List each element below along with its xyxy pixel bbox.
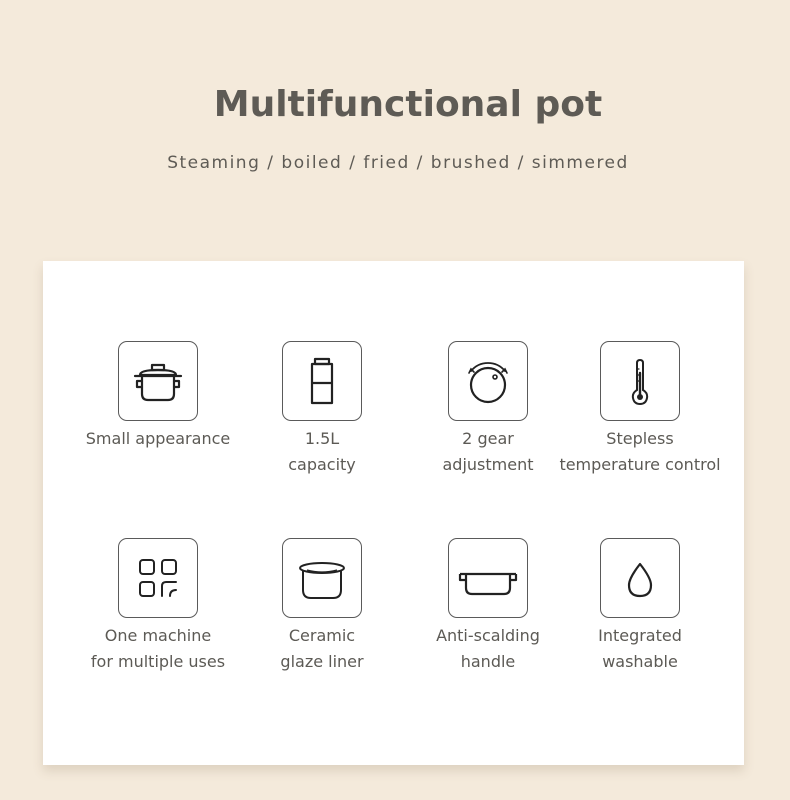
page-subtitle: Steaming / boiled / fried / brushed / simmered bbox=[167, 153, 629, 173]
feature-label: Stepless temperature control bbox=[559, 429, 721, 474]
grid-apps-icon bbox=[126, 546, 190, 610]
feature-label: Ceramic glaze liner bbox=[280, 626, 364, 671]
feature-anti-scalding-handle bbox=[403, 538, 573, 675]
feature-temperature-control bbox=[555, 341, 725, 478]
feature-icon-frame bbox=[600, 341, 680, 421]
feature-label: One machine for multiple uses bbox=[90, 626, 226, 671]
feature-ceramic-liner bbox=[237, 538, 407, 675]
page-title: Multifunctional pot bbox=[213, 84, 603, 125]
features-card bbox=[43, 261, 744, 765]
feature-label: Anti-scalding handle bbox=[436, 626, 540, 671]
feature-small-appearance bbox=[73, 341, 243, 452]
pan-handles-icon bbox=[456, 546, 520, 610]
feature-icon-frame bbox=[282, 341, 362, 421]
feature-label: 2 gear adjustment bbox=[442, 429, 534, 474]
feature-icon-frame bbox=[448, 538, 528, 618]
feature-label: 1.5L capacity bbox=[288, 429, 356, 474]
liner-bowl-icon bbox=[290, 546, 354, 610]
pot-icon bbox=[126, 349, 190, 413]
feature-washable bbox=[555, 538, 725, 675]
feature-icon-frame bbox=[448, 341, 528, 421]
feature-icon-frame bbox=[600, 538, 680, 618]
knob-icon bbox=[456, 349, 520, 413]
feature-icon-frame bbox=[118, 538, 198, 618]
feature-icon-frame bbox=[118, 341, 198, 421]
thermometer-icon bbox=[608, 349, 672, 413]
feature-label: Integrated washable bbox=[598, 626, 682, 671]
feature-gear-adjustment bbox=[403, 341, 573, 478]
feature-capacity bbox=[237, 341, 407, 478]
feature-multiple-uses bbox=[73, 538, 243, 675]
water-drop-icon bbox=[608, 546, 672, 610]
feature-icon-frame bbox=[282, 538, 362, 618]
container-icon bbox=[290, 349, 354, 413]
feature-label: Small appearance bbox=[85, 429, 231, 448]
